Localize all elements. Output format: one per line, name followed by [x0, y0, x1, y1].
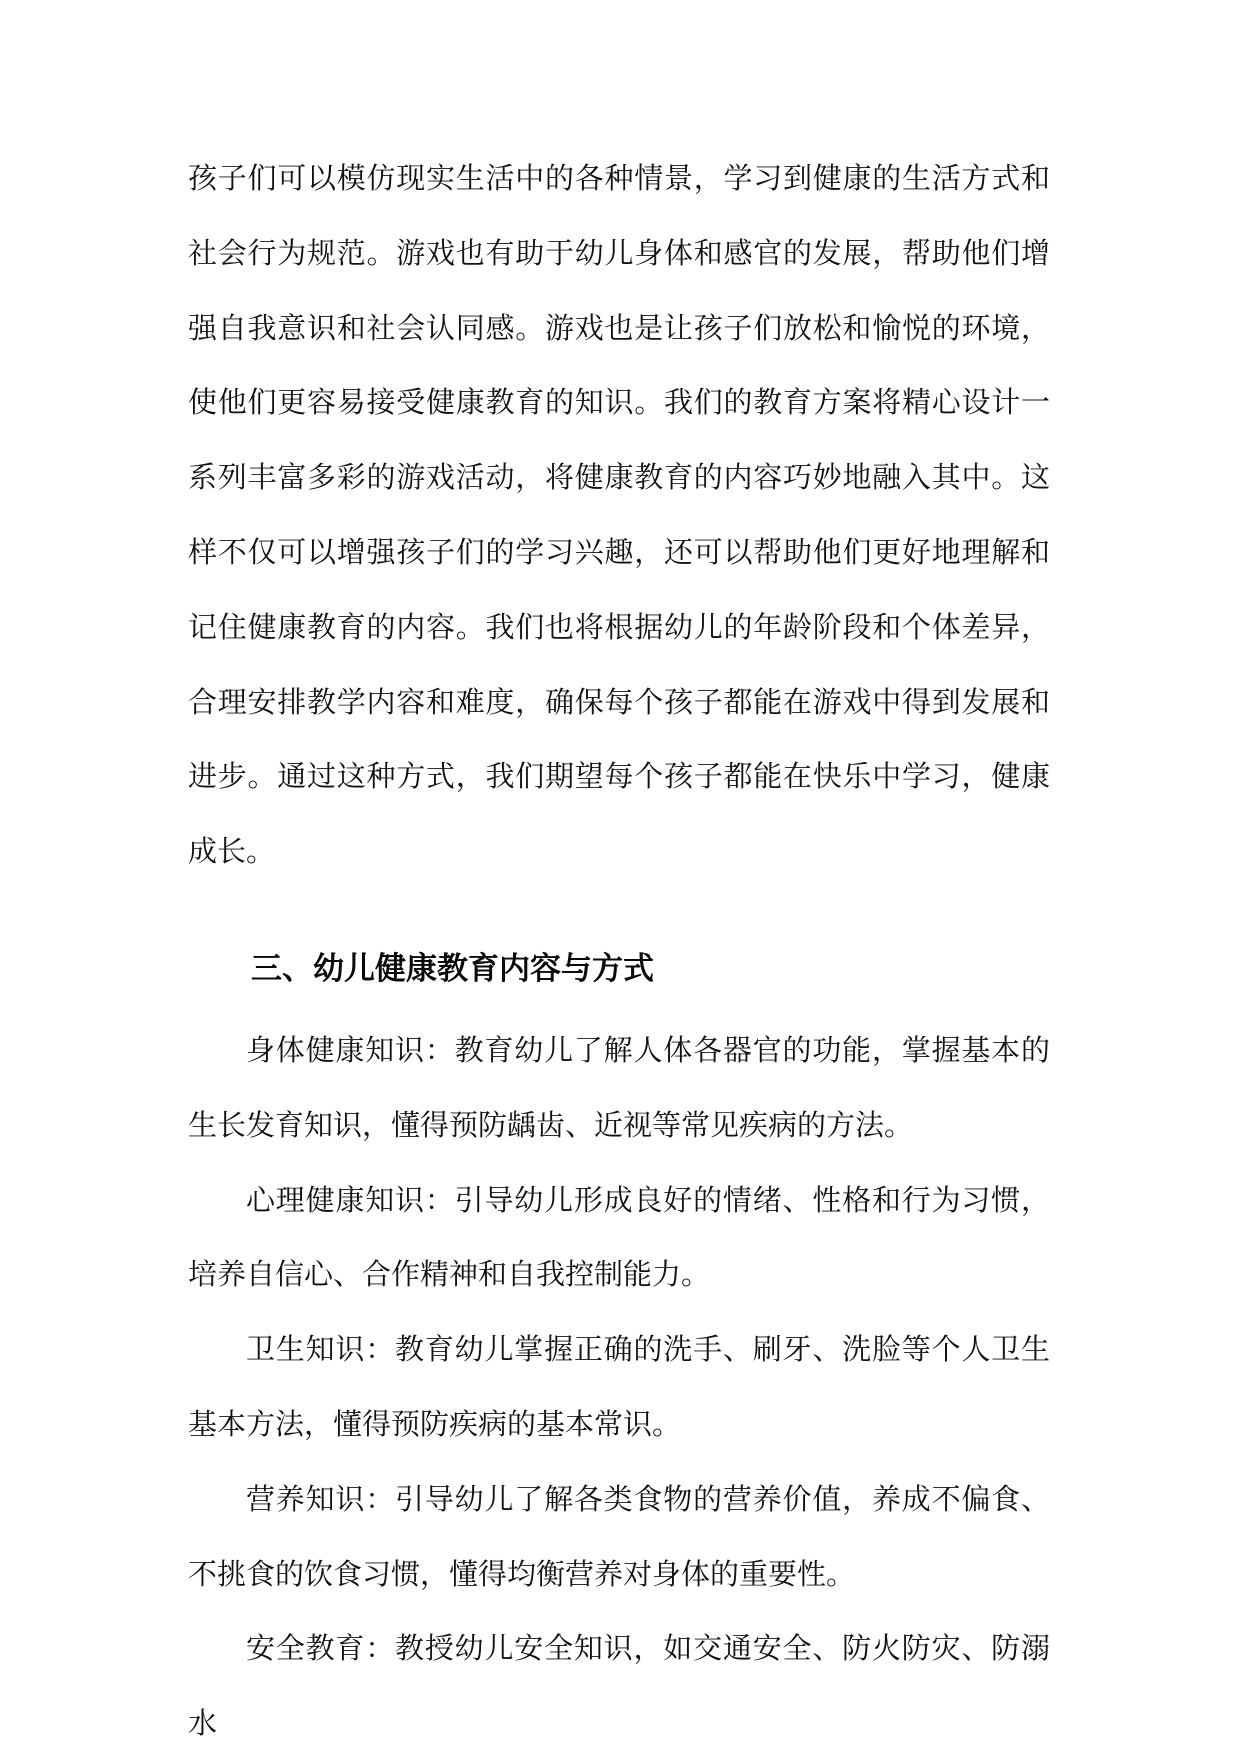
- paragraph-nutrition: 营养知识：引导幼儿了解各类食物的营养价值，养成不偏食、不挑食的饮食习惯，懂得均衡营养对身体的重要性。: [188, 1481, 1050, 1591]
- paragraph-hygiene: 卫生知识：教育幼儿掌握正确的洗手、刷牙、洗脸等个人卫生基本方法，懂得预防疾病的基本常识。: [188, 1332, 1050, 1441]
- paragraph-safety: 安全教育：教授幼儿安全知识，如交通安全、防火防灾、防溺水: [188, 1631, 1050, 1741]
- intro-paragraph: 孩子们可以模仿现实生活中的各种情景，学习到健康的生活方式和社会行为规范。游戏也有助于幼儿身体和感官的发展，帮助他们增强自我意识和社会认同感。游戏也是让孩子们放松和愉悦的环境，使他们更容易接受健康教育的知识。我们的教育方案将精心设计一系列丰富多彩的游戏活动，将健康教育的内容巧妙地融入其中。这样不仅可以增强孩子们的学习兴趣，还可以帮助他们更好地理解和记住健康教育的内容。我们也将根据幼儿的年龄阶段和个体差异，合理安排教学内容和难度，确保每个孩子都能在游戏中得到发展和进步。通过这种方式，我们期望每个孩子都能在快乐中学习，健康成长。: [188, 161, 1050, 869]
- paragraph-physical-health: 身体健康知识：教育幼儿了解人体各器官的功能，掌握基本的生长发育知识，懂得预防龋齿、近视等常见疾病的方法。: [188, 1032, 1050, 1142]
- paragraph-mental-health: 心理健康知识：引导幼儿形成良好的情绪、性格和行为习惯，培养自信心、合作精神和自我控制能力。: [188, 1182, 1050, 1292]
- section-heading: 三、幼儿健康教育内容与方式: [251, 950, 654, 987]
- document-body: [188, 141, 1050, 1761]
